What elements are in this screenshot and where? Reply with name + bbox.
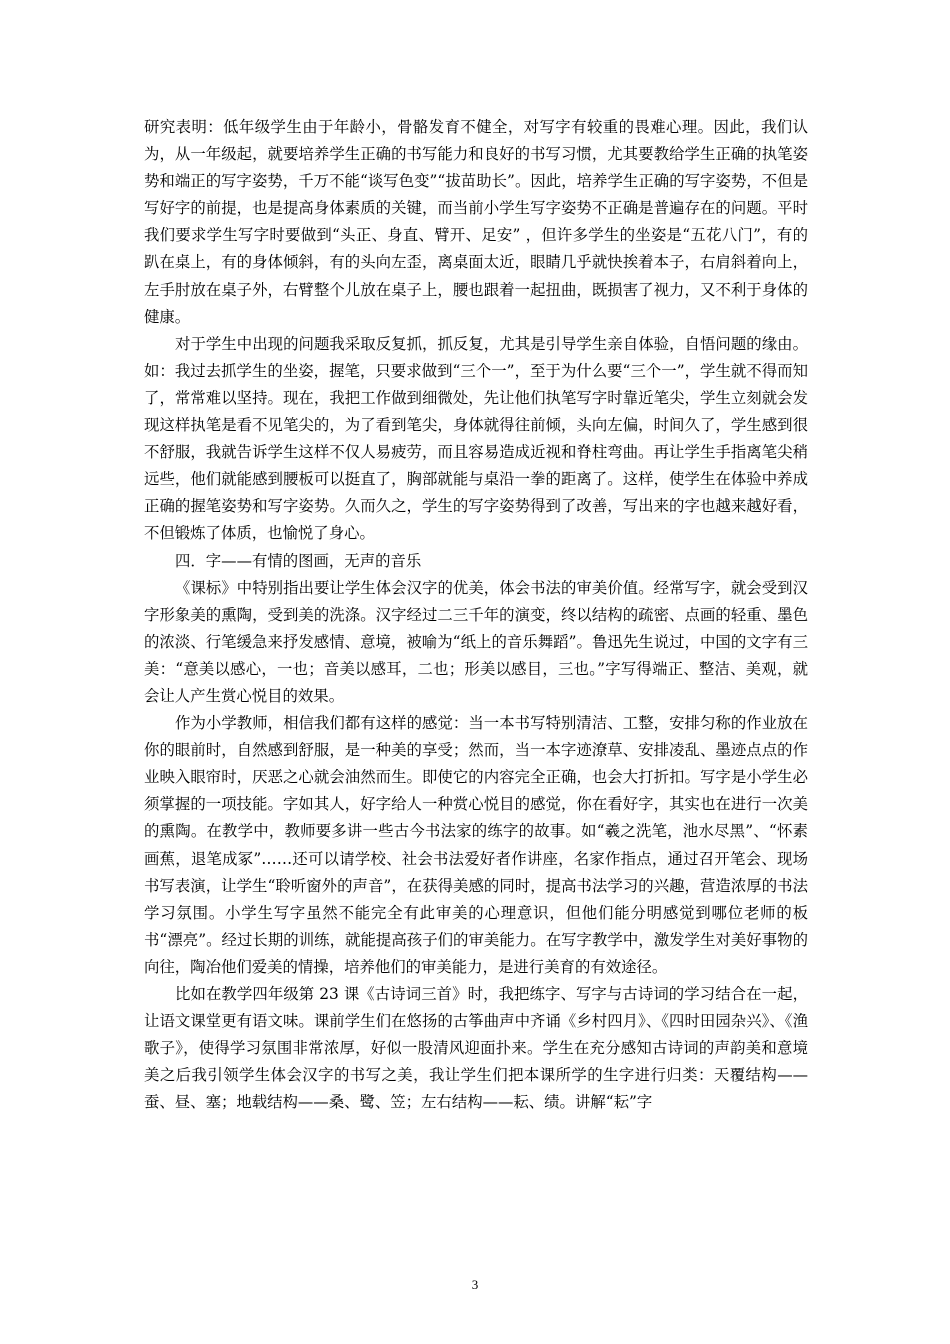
section-heading-four: 四．字——有情的图画，无声的音乐: [175, 551, 422, 570]
paragraph-writing-posture-research: 研究表明：低年级学生由于年龄小，骨骼发育不健全，对写字有较重的畏难心理。因此，我们认为，从一年级起，就要培养学生正确的书写能力和良好的书写习惯，尤其要教给学生正确的执笔姿势和端正的写字姿势，千万不能“谈写色变”“拔苗助长”。因此，培养学生正确的写字姿势，不但是写好字的前提，也是提高身体素质的关键，而当前小学生写字姿势不正确是普遍存在的问题。平时我们要求学生写字时要做到“头正、身直、臂开、足安” ，但许多学生的坐姿是“五花八门”，有的趴在桌上，有的身体倾斜，有的头向左歪，离桌面太近，眼睛几乎就快挨着本子，右肩斜着向上，左手肘放在桌子外，右臂整个儿放在桌子上，腰也跟着一起扭曲，既损害了视力，又不利于身体的健康。: [144, 118, 808, 326]
page-number: 3: [471, 1277, 479, 1292]
paragraph-classroom-example: 比如在教学四年级第 23 课《古诗词三首》时，我把练字、写字与古诗词的学习结合在一起，让语文课堂更有语文味。课前学生们在悠扬的古筝曲声中齐诵《乡村四月》、《四时田园杂兴》、《渔歌子》，使得学习氛围非常浓厚，好似一股清风迎面扑来。学生在充分感知古诗词的声韵美和意境美之后我引领学生体会汉字的书写之美，我让学生们把本课所学的生字进行归类：天覆结构——蚕、昼、塞；地载结构——桑、鹭、笠；左右结构——耘、绩。讲解“耘”字: [144, 985, 808, 1112]
paragraph-repeated-practice: 对于学生中出现的问题我采取反复抓，抓反复，尤其是引导学生亲自体验，自悟问题的缘由。如：我过去抓学生的坐姿，握笔，只要求做到“三个一”，至于为什么要“三个一”，学生就不得而知了，常常难以坚持。现在，我把工作做到细微处，先让他们执笔写字时靠近笔尖，学生立刻就会发现这样执笔是看不见笔尖的，为了看到笔尖，身体就得往前倾，头向左偏，时间久了，学生感到很不舒服，我就告诉学生这样不仅人易疲劳，而且容易造成近视和脊柱弯曲。再让学生手指离笔尖稍远些，他们就能感到腰板可以挺直了，胸部就能与桌沿一拳的距离了。这样，使学生在体验中养成正确的握笔姿势和写字姿势。久而久之，学生的写字姿势得到了改善，写出来的字也越来越好看，不但锻炼了体质，也愉悦了身心。: [144, 334, 808, 543]
body-text: [144, 114, 808, 1116]
paragraph-curriculum-standard: 《课标》中特别指出要让学生体会汉字的优美，体会书法的审美价值。经常写字，就会受到汉字形象美的熏陶，受到美的洗涤。汉字经过二三千年的演变，终以结构的疏密、点画的轻重、墨色的浓淡、行笔缓急来抒发感情、意境，被喻为“纸上的音乐舞蹈”。鲁迅先生说过，中国的文字有三美：“意美以感心，一也；音美以感耳，二也；形美以感目，三也。”字写得端正、整洁、美观，就会让人产生赏心悦目的效果。: [144, 578, 808, 705]
paragraph-teacher-experience: 作为小学教师，相信我们都有这样的感觉：当一本书写特别清洁、工整，安排匀称的作业放在你的眼前时，自然感到舒服，是一种美的享受；然而，当一本字迹潦草、安排凌乱、墨迹点点的作业映入眼帘时，厌恶之心就会油然而生。即使它的内容完全正确，也会大打折扣。写字是小学生必须掌握的一项技能。字如其人，好字给人一种赏心悦目的感觉，你在看好字，其实也在进行一次美的熏陶。在教学中，教师要多讲一些古今书法家的练字的故事。如“羲之洗笔，池水尽黑”、“怀素画蕉，退笔成冢”……还可以请学校、社会书法爱好者作讲座，名家作指点，通过召开笔会、现场书写表演，让学生“聆听窗外的声音”，在获得美感的同时，提高书法学习的兴趣，营造浓厚的书法学习氛围。小学生写字虽然不能完全有此审美的心理意识，但他们能分明感觉到哪位老师的板书“漂亮”。经过长期的训练，就能提高孩子们的审美能力。在写字教学中，激发学生对美好事物的向往，陶冶他们爱美的情操，培养他们的审美能力，是进行美育的有效途径。: [144, 714, 808, 976]
